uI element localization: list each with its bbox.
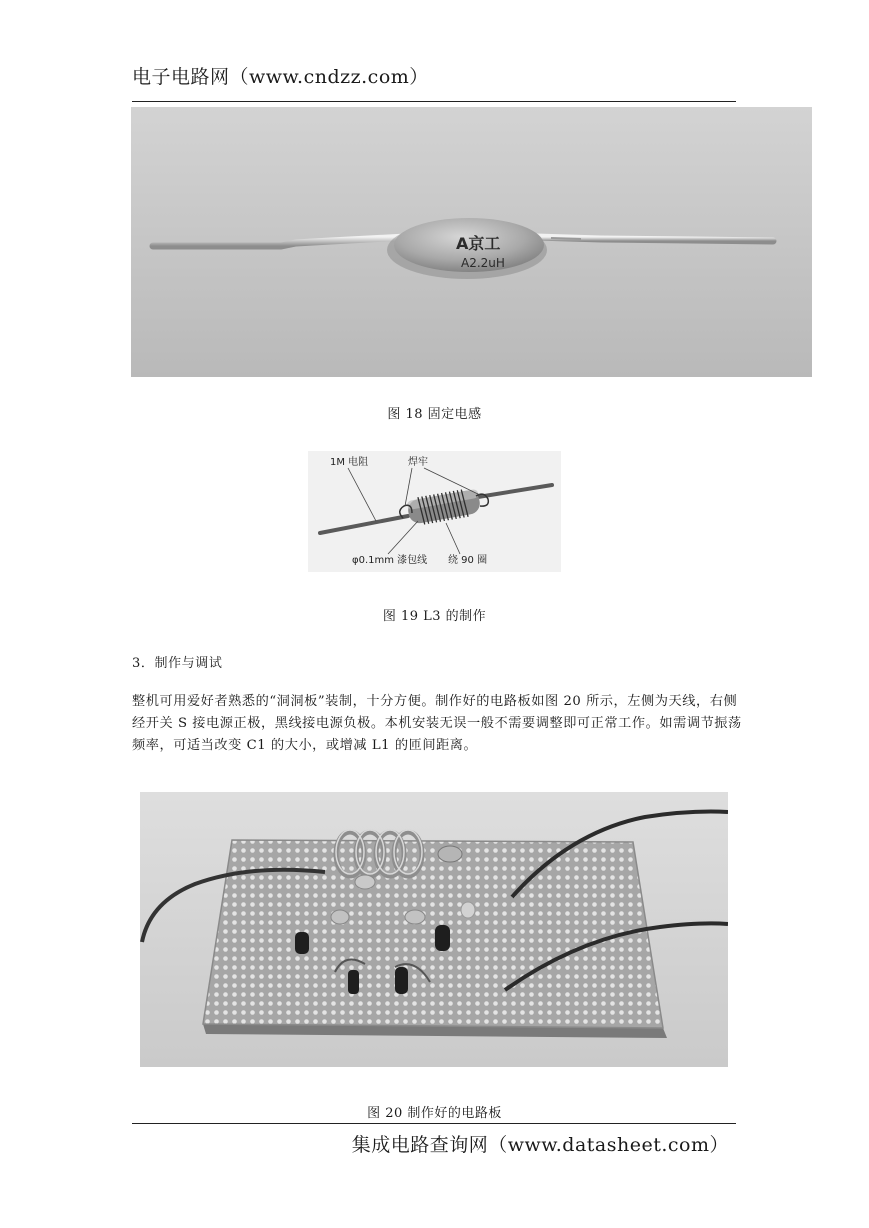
- finished-board-image: [140, 792, 728, 1067]
- figure-19-caption: 图 19 L3 的制作: [382, 609, 487, 624]
- footer-site-name: 集成电路查询网（www.datasheet.com）: [351, 1134, 729, 1156]
- inductor-marking-top: A京工: [456, 234, 501, 253]
- header-site-name: 电子电路网（www.cndzz.com）: [132, 66, 429, 88]
- label-solder: 焊牢: [408, 457, 428, 468]
- figure-18-caption: 图 18 固定电感: [387, 407, 482, 422]
- figure-20-caption: 图 20 制作好的电路板: [367, 1106, 502, 1121]
- section-heading: 3．制作与调试: [132, 656, 223, 671]
- label-enamel-wire: φ0.1mm 漆包线: [352, 555, 428, 566]
- figure-18-photo: [131, 107, 812, 377]
- footer-rule: [132, 1123, 736, 1124]
- figure-20-photo: [140, 792, 728, 1067]
- l3-construction-image: [308, 451, 561, 572]
- label-turns: 绕 90 圈: [448, 555, 488, 566]
- body-paragraph: 整机可用爱好者熟悉的“洞洞板”装制，十分方便。制作好的电路板如图 20 所示，左侧为天线，右侧经开关 S 接电源正极，黑线接电源负极。本机安装无误一般不需要调整即可正常工作。如需调节振荡频率，可适当改变 C1 的大小，或增减 L1 的匝间距离。: [132, 694, 742, 753]
- fixed-inductor-image: [131, 107, 812, 377]
- inductor-marking-bottom: A2.2uH: [461, 256, 505, 270]
- header-rule: [132, 101, 736, 102]
- label-resistor: 1M 电阻: [330, 457, 369, 468]
- figure-19-diagram: [308, 451, 561, 572]
